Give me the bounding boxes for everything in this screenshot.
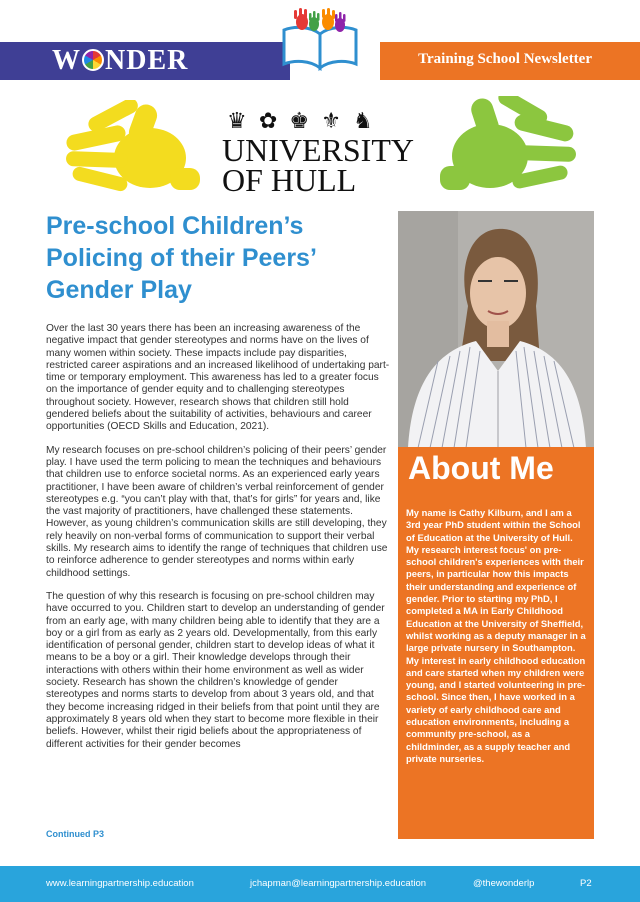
newsletter-title: Training School Newsletter [418,51,592,67]
footer-website-link[interactable]: www.learningpartnership.education [46,878,194,889]
article-paragraph: The question of why this research is focusing on pre-school children may have occurred to you. Children start to develop an understanding of gender from an early age, with many children being able to identify that they are a boy or a girl from as early as 2 years old. Developmentally, from this early identification of personal gender, children start to develop ideas of what it means to be a boy or a girl. Their knowledge develops through their interactions with others within their home environment as well as wider society. Research has shown the children’s knowledge of gender stereotypes and norms starts to develop from about 3 years old, and that they become increasing ridged in their beliefs from that point until they are approximately 8 years old when they start to become more flexible in their beliefs. However, whilst their rigid beliefs about the appropriateness of different activities for their gender becomes [46,590,385,750]
footer-social-handle[interactable]: @thewonderlp [473,878,535,889]
about-me-text: My name is Cathy Kilburn, and I am a 3rd year PhD student within the School of Education at the University of Hull. My research interest focus' on pre-school children's experiences with their peers, in particular how this impacts their understanding and experience of gender. Prior to starting my PhD, I completed a MA in Early Childhood Education at the University of Sheffield, whilst working as a deputy manager in a large private nursery in Southampton. My interest in early childhood education and care started when my children were young, and I started volunteering in pre-school. Since then, I have worked in a variety of early childhood care and education environments, including a community pre-school, as a childminder, as a supply teacher and private nurseries. [406,507,586,764]
portrait-illustration [398,211,594,448]
footer-email-link[interactable]: jchapman@learningpartnership.education [250,878,427,889]
book-hands-icon [280,8,360,76]
university-name: UNIVERSITY OF HULL [222,132,414,198]
green-handprint-icon [438,96,578,206]
article-body [46,323,390,762]
continued-link[interactable]: Continued P3 [46,829,104,839]
brand-logo: W NDER [52,45,189,76]
footer-page-number: P2 [580,878,592,889]
about-me-panel [398,447,594,839]
header-left-band [0,42,290,80]
author-photo [398,211,594,448]
footer-bar [0,866,640,902]
article-paragraph: Over the last 30 years there has been an increasing awareness of the negative impact that gender stereotypes and norms have on the lives of many women within society. These impacts include pay disparities, restricted career aspirations and an increased likelihood of undertaking part-time or temporary employment. This awareness has led to a greater focus on the importance of gender equity and to challenging stereotypes throughout society. However, research shows that children still hold gendered beliefs about the suitability of activities, behaviours and career opportunities (OECD Skills and Education, 2021). [46,323,390,433]
rainbow-circle-icon [82,49,104,71]
article-title: Pre-school Children’s Policing of their Peers’ Gender Play [46,212,316,304]
about-me-title: About Me [408,450,554,486]
yellow-handprint-icon [62,100,202,205]
header-right-band [380,42,640,80]
crest-icons: ♛ ✿ ♚ ⚜ ♞ [227,108,376,133]
university-logo [222,108,422,208]
article-paragraph: My research focuses on pre-school children’s policing of their peers’ gender play. I have used the term policing to mean the techniques and behaviours that children use to enforce societal norms. As an experienced early years practitioner, I have been aware of children’s verbal reinforcement of gender stereotypes e.g. “you can’t play with that, that’s for girls” for years and, like the vast majority of practitioners, have challenged these statements. However, as young children’s communication skills are still developing, they rely heavily on non-verbal forms of communication to support their verbal skills. My research aims to identify the range of techniques that children use to reinforce adherence to gender stereotypes and norms within early childhood settings. [46,444,388,579]
